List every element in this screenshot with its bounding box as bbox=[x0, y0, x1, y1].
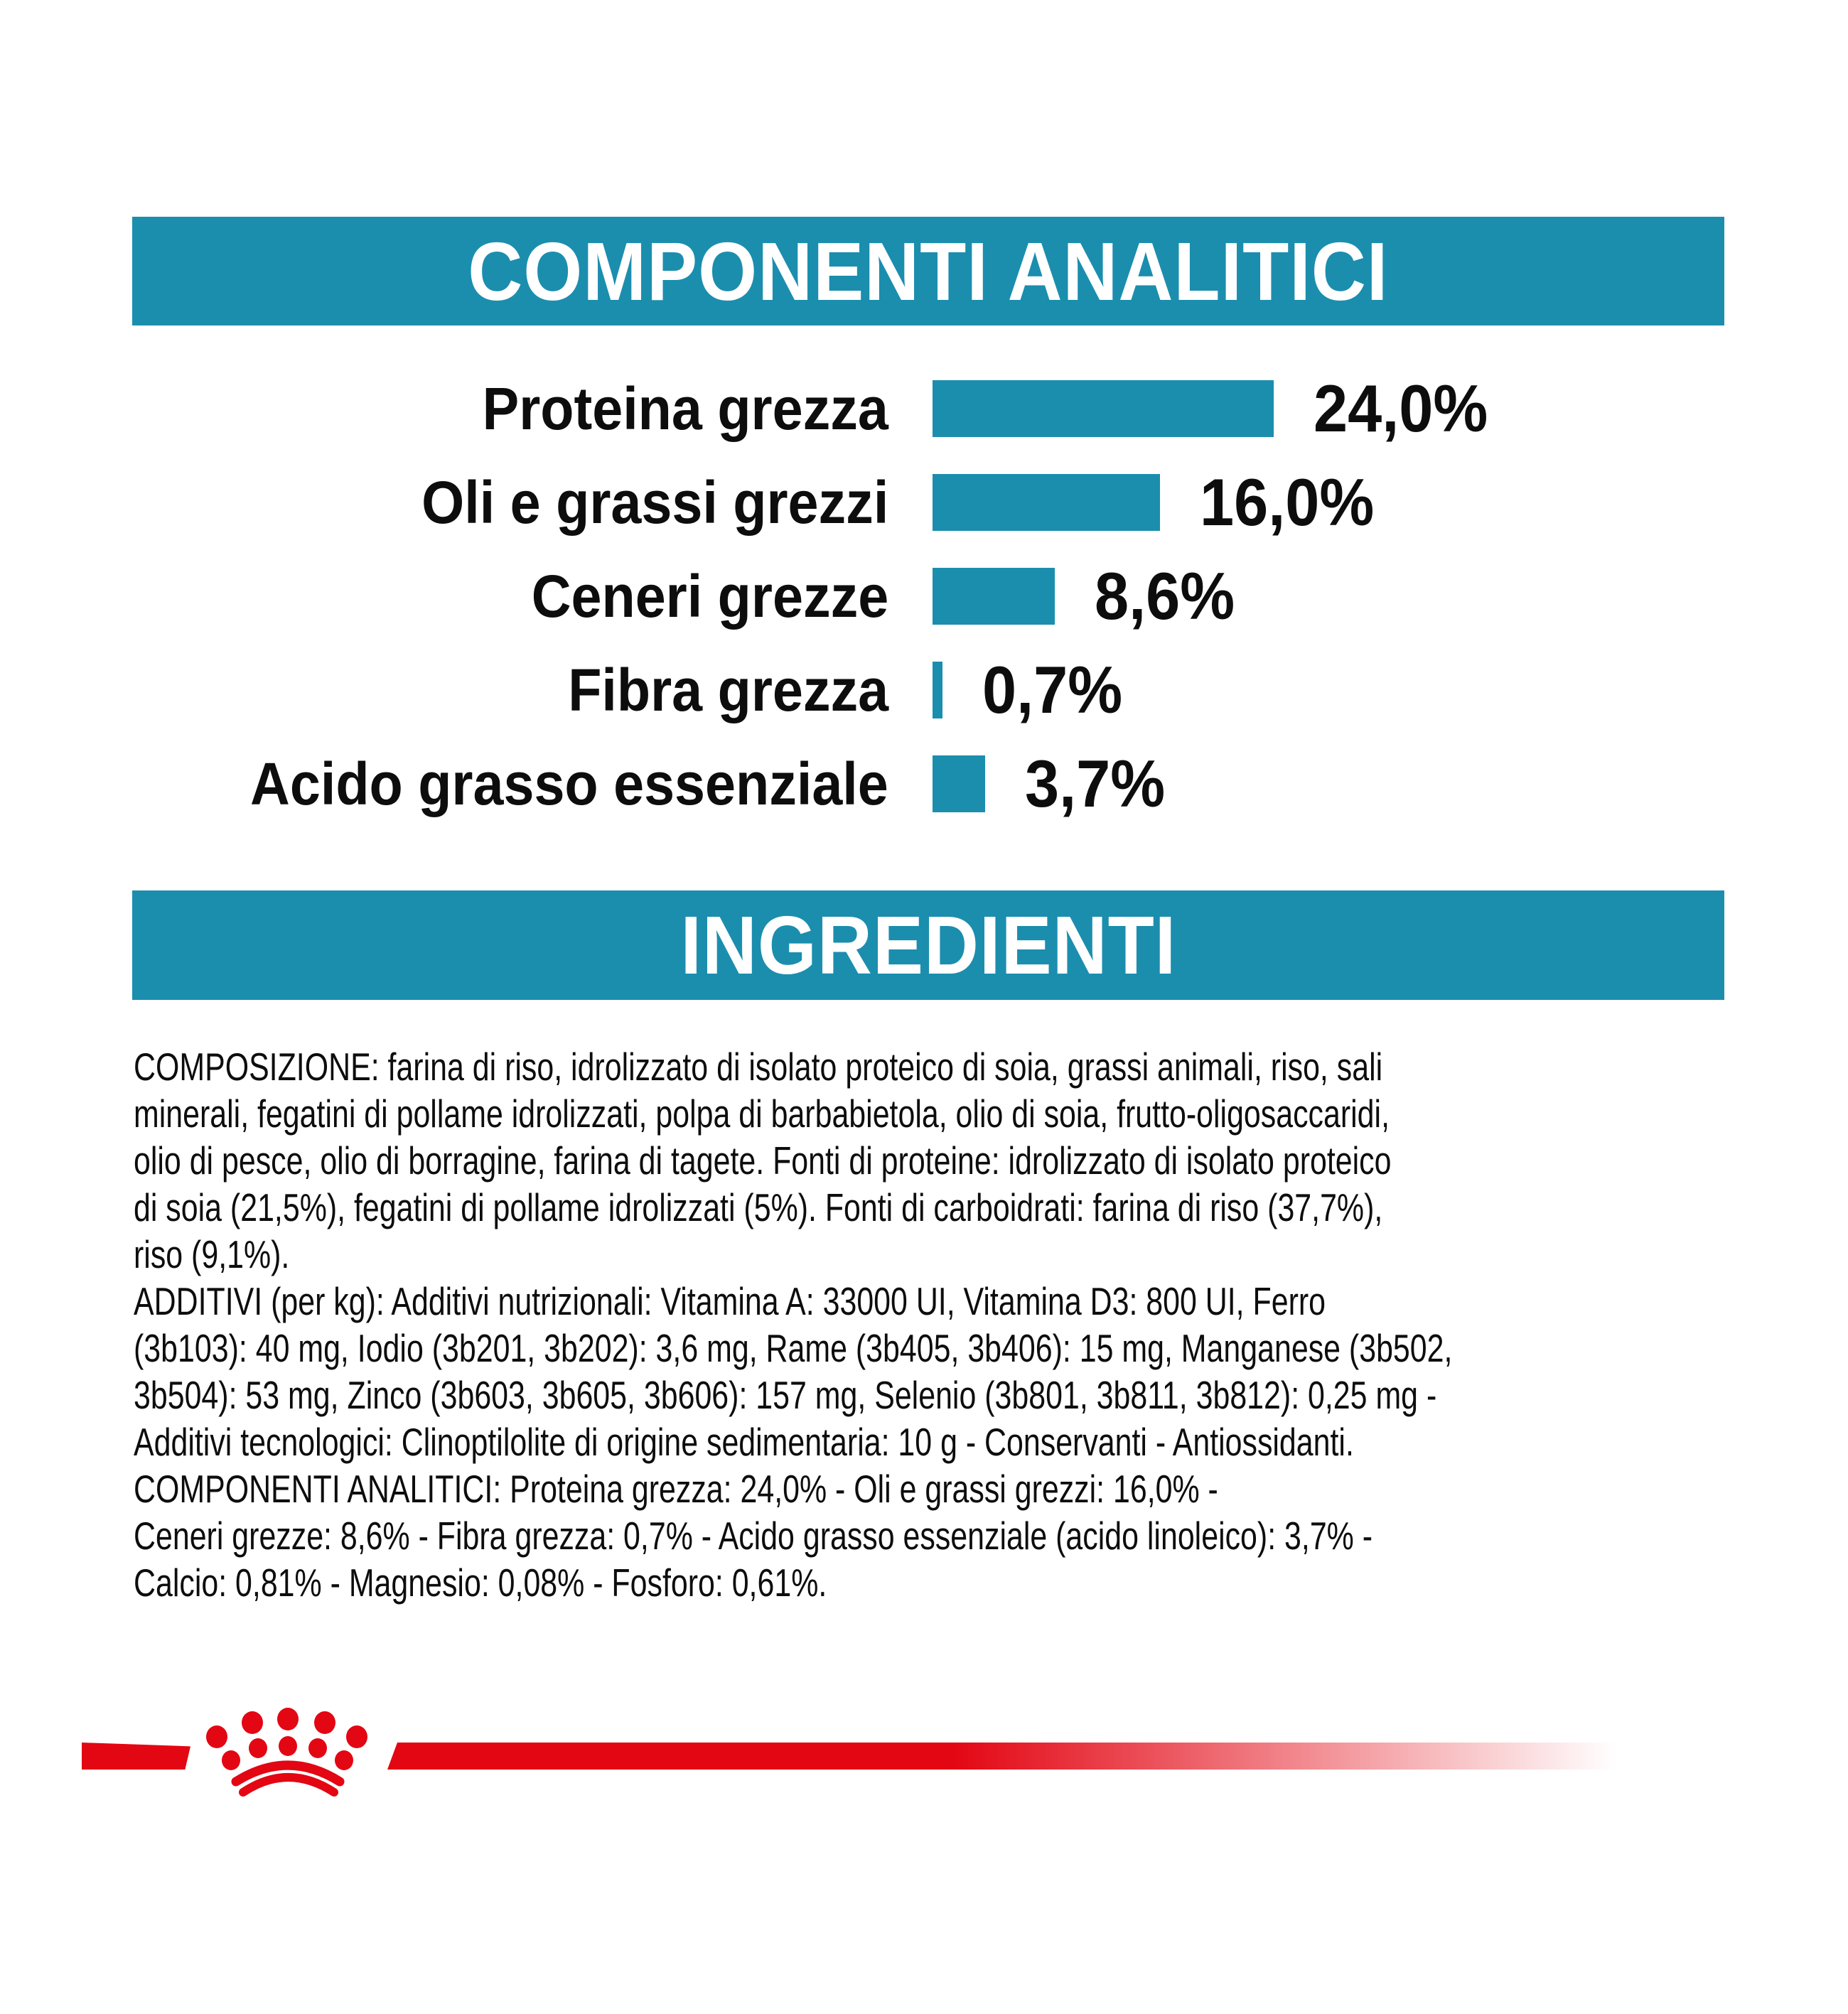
ingredients-text-line-content: olio di pesce, olio di borragine, farina di tagete. Fonti di proteine: idrolizzato di isolato proteico bbox=[134, 1138, 1392, 1183]
chart-row-value: 0,7% bbox=[982, 652, 1123, 727]
chart-bar bbox=[933, 380, 1274, 437]
ingredients-text-line-content: Ceneri grezze: 8,6% - Fibra grezza: 0,7% - Acido grasso essenziale (acido linoleico): 3,7% - bbox=[134, 1514, 1373, 1558]
ingredients-text-line bbox=[134, 1090, 1825, 1137]
chart-row bbox=[0, 456, 1848, 549]
ingredients-text-line bbox=[134, 1418, 1825, 1465]
chart-row-label: Ceneri grezze bbox=[531, 562, 888, 630]
chart-row-label-cell bbox=[0, 375, 888, 443]
chart-row-label-cell bbox=[0, 656, 888, 725]
chart-row-value: 24,0% bbox=[1314, 371, 1488, 446]
ingredients-text-line bbox=[134, 1372, 1825, 1418]
chart-row bbox=[0, 549, 1848, 643]
analytical-components-bar-chart bbox=[0, 362, 1848, 831]
chart-bar bbox=[933, 474, 1160, 531]
chart-row bbox=[0, 643, 1848, 737]
chart-row-label-cell bbox=[0, 468, 888, 537]
ingredients-text-line bbox=[134, 1559, 1825, 1606]
ingredients-text-line-content: COMPOSIZIONE: farina di riso, idrolizzato di isolato proteico di soia, grassi animali, riso, sali bbox=[134, 1045, 1383, 1089]
analytics-section-banner bbox=[132, 217, 1724, 325]
chart-row bbox=[0, 362, 1848, 456]
chart-bar bbox=[933, 755, 985, 812]
ingredients-text-line-content: minerali, fegatini di pollame idrolizzati, polpa di barbabietola, olio di soia, frutto-oligosaccaridi, bbox=[134, 1092, 1390, 1136]
ingredients-text-line-content: (3b103): 40 mg, Iodio (3b201, 3b202): 3,6 mg, Rame (3b405, 3b406): 15 mg, Manganese (3b502, bbox=[134, 1326, 1453, 1370]
ingredients-text-line bbox=[134, 1231, 1825, 1278]
chart-row-label: Fibra grezza bbox=[568, 656, 888, 723]
ingredients-text-line bbox=[134, 1512, 1825, 1559]
ingredients-text-line bbox=[134, 1043, 1825, 1090]
red-band-left bbox=[82, 1743, 190, 1770]
chart-bar bbox=[933, 662, 942, 718]
chart-row-label-cell bbox=[0, 750, 888, 819]
chart-row-value: 16,0% bbox=[1200, 465, 1375, 539]
royal-canin-crown-icon bbox=[203, 1704, 373, 1826]
ingredients-text-line bbox=[134, 1137, 1825, 1184]
chart-row-label: Proteina grezza bbox=[482, 375, 888, 442]
ingredients-text-line-content: ADDITIVI (per kg): Additivi nutrizionali: Vitamina A: 33000 UI, Vitamina D3: 800 UI, Ferro bbox=[134, 1279, 1326, 1323]
ingredients-text-line bbox=[134, 1184, 1825, 1231]
chart-row-value: 8,6% bbox=[1095, 559, 1235, 633]
chart-bar bbox=[933, 568, 1055, 625]
ingredients-section-title: INGREDIENTI bbox=[680, 899, 1176, 991]
ingredients-text-line bbox=[134, 1465, 1825, 1512]
red-band-right bbox=[387, 1743, 1642, 1770]
ingredients-text-line-content: di soia (21,5%), fegatini di pollame idrolizzati (5%). Fonti di carboidrati: farina di riso (37,7%), bbox=[134, 1185, 1383, 1229]
ingredients-composition-text bbox=[134, 1043, 1825, 1606]
ingredients-text-line-content: 3b504): 53 mg, Zinco (3b603, 3b605, 3b606): 157 mg, Selenio (3b801, 3b811, 3b812): 0,25 mg - bbox=[134, 1373, 1437, 1417]
ingredients-text-line-content: Calcio: 0,81% - Magnesio: 0,08% - Fosforo: 0,61%. bbox=[134, 1561, 827, 1605]
ingredients-section-banner bbox=[132, 890, 1724, 1000]
ingredients-text-line bbox=[134, 1325, 1825, 1372]
chart-row-label: Acido grasso essenziale bbox=[250, 750, 888, 817]
ingredients-text-line-content: COMPONENTI ANALITICI: Proteina grezza: 24,0% - Oli e grassi grezzi: 16,0% - bbox=[134, 1467, 1218, 1511]
ingredients-text-line bbox=[134, 1278, 1825, 1325]
ingredients-text-line-content: riso (9,1%). bbox=[134, 1232, 290, 1276]
chart-row bbox=[0, 737, 1848, 831]
chart-row-label-cell bbox=[0, 562, 888, 631]
analytics-section-title: COMPONENTI ANALITICI bbox=[468, 225, 1389, 318]
chart-row-label: Oli e grassi grezzi bbox=[421, 468, 888, 536]
ingredients-text-line-content: Additivi tecnologici: Clinoptilolite di origine sedimentaria: 10 g - Conservanti - Antiossidanti. bbox=[134, 1420, 1354, 1464]
chart-row-value: 3,7% bbox=[1025, 746, 1166, 821]
